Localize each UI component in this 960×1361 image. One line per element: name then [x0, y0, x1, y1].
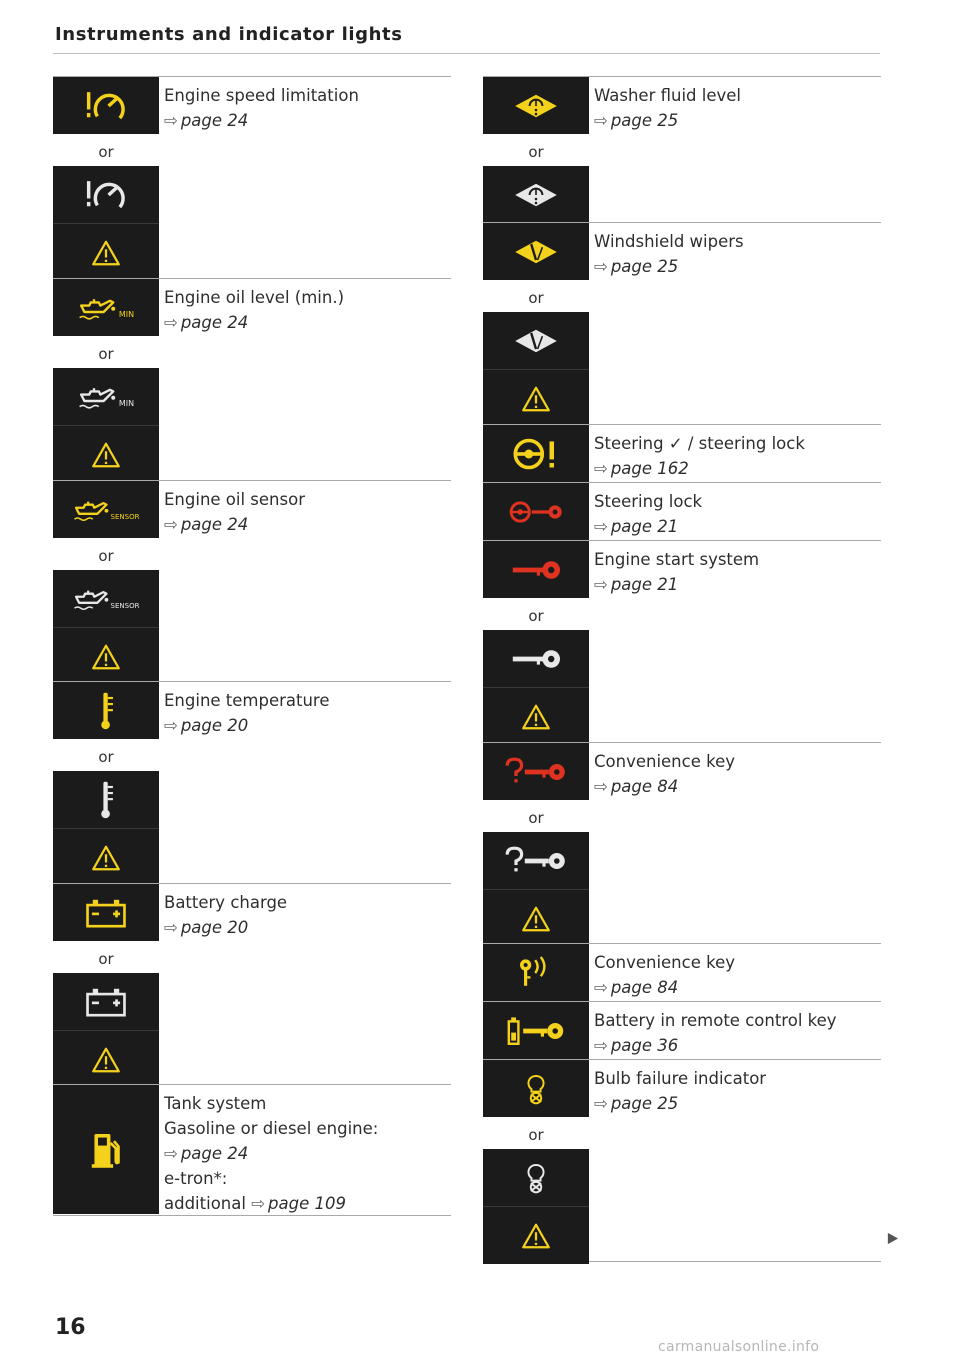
footer-watermark: carmanualsonline.info — [658, 1339, 820, 1355]
warning-triangle-icon — [91, 1046, 121, 1074]
warning-triangle-icon — [91, 844, 121, 872]
indicator-tile — [483, 832, 589, 889]
indicator-tile — [53, 166, 159, 223]
entry-title: Tank system — [164, 1094, 267, 1113]
warning-triangle-icon — [521, 1222, 551, 1250]
entry-convenience-key-radio — [483, 943, 881, 1001]
indicator-tile — [483, 223, 589, 280]
indicator-tile — [53, 368, 159, 425]
windshield-wiper-icon — [512, 325, 560, 357]
page-reference-link[interactable]: ⇨ page 24 — [164, 515, 249, 534]
indicator-tile — [483, 687, 589, 745]
warning-triangle-icon — [521, 703, 551, 731]
oil-min-icon-label: MIN — [118, 399, 135, 408]
engine-speed-limit-icon — [80, 86, 132, 126]
indicator-tile — [53, 279, 159, 336]
entry-title: Convenience key — [594, 953, 735, 972]
indicator-tile — [53, 223, 159, 281]
page-reference-link[interactable]: ⇨ page 25 — [594, 111, 679, 130]
indicator-tile — [483, 541, 589, 598]
page-reference-link[interactable]: ⇨ page 20 — [164, 716, 249, 735]
indicator-tile — [483, 312, 589, 369]
page-reference-link[interactable]: ⇨ page 84 — [594, 978, 679, 997]
indicator-tile — [483, 483, 589, 540]
steering-lock-key-icon — [507, 495, 565, 529]
engine-speed-limit-icon — [80, 175, 132, 215]
key-radio-signal-icon — [516, 955, 556, 991]
page-reference-link[interactable]: ⇨ page 25 — [594, 1094, 679, 1113]
indicator-tile — [53, 627, 159, 685]
entry-title: Bulb failure indicator — [594, 1069, 767, 1088]
warning-triangle-icon — [521, 905, 551, 933]
oil-sensor-icon-label: SENSOR — [110, 512, 140, 521]
or-label: or — [98, 748, 114, 766]
bulb-failure-icon — [523, 1071, 549, 1107]
entry-title: Engine start system — [594, 550, 760, 569]
oil-can-icon — [78, 384, 118, 410]
indicator-tile — [53, 1030, 159, 1088]
entry-engine-speed-limitation — [53, 76, 451, 278]
or-label: or — [98, 950, 114, 968]
page-number: 16 — [55, 1315, 86, 1340]
arrow-right-icon: ⇨ — [594, 777, 608, 796]
indicator-list-right — [483, 76, 881, 1262]
warning-triangle-icon — [521, 385, 551, 413]
entry-tank-system — [53, 1084, 451, 1216]
indicator-tile — [483, 1002, 589, 1059]
arrow-right-icon: ⇨ — [164, 1144, 178, 1163]
indicator-tile — [483, 166, 589, 223]
entry-engine-oil-level — [53, 278, 451, 480]
oil-can-icon — [78, 295, 118, 321]
indicator-tile — [483, 1206, 589, 1264]
arrow-right-icon: ⇨ — [594, 575, 608, 594]
entry-convenience-key — [483, 742, 881, 943]
indicator-tile — [483, 743, 589, 800]
oil-min-icon-label: MIN — [118, 310, 135, 319]
entry-subtext: additional ⇨ page 109 — [164, 1194, 346, 1213]
indicator-tile — [53, 682, 159, 739]
entry-windshield-wipers — [483, 222, 881, 424]
indicator-list-left — [53, 76, 451, 1216]
oil-sensor-icon-label: SENSOR — [110, 601, 140, 610]
entry-engine-temperature — [53, 681, 451, 883]
indicator-tile — [483, 1060, 589, 1117]
indicator-tile — [483, 944, 589, 1001]
arrow-right-icon: ⇨ — [594, 257, 608, 276]
entry-battery-charge — [53, 883, 451, 1084]
indicator-tile — [483, 425, 589, 482]
page-reference-link[interactable]: ⇨ page 24 — [164, 111, 249, 130]
entry-engine-start-system — [483, 540, 881, 742]
entry-title: Washer fluid level — [594, 86, 741, 105]
oil-can-icon — [73, 587, 111, 611]
page-reference-link[interactable]: ⇨ page 20 — [164, 918, 249, 937]
arrow-right-icon: ⇨ — [594, 1036, 608, 1055]
indicator-tile — [53, 481, 159, 538]
entry-subtext: e-tron*: — [164, 1169, 228, 1188]
steering-wheel-warning-icon — [509, 436, 563, 472]
indicator-tile — [53, 828, 159, 886]
arrow-right-icon: ⇨ — [594, 459, 608, 478]
windshield-wiper-icon — [512, 236, 560, 268]
arrow-right-icon: ⇨ — [594, 1094, 608, 1113]
question-key-icon — [504, 754, 568, 790]
page-reference-link[interactable]: ⇨ page 84 — [594, 777, 679, 796]
entry-title: Engine oil level (min.) — [164, 288, 345, 307]
or-label: or — [98, 345, 114, 363]
or-label: or — [528, 1126, 544, 1144]
indicator-tile — [483, 77, 589, 134]
entry-steering — [483, 424, 881, 482]
washer-fluid-icon — [512, 90, 560, 122]
indicator-tile — [53, 973, 159, 1030]
entry-title: Battery charge — [164, 893, 288, 912]
arrow-right-icon: ⇨ — [164, 313, 178, 332]
entry-title: Engine speed limitation — [164, 86, 359, 105]
washer-fluid-icon — [512, 179, 560, 211]
page-reference-link[interactable]: ⇨ page 36 — [594, 1036, 679, 1055]
indicator-tile — [53, 570, 159, 627]
or-label: or — [98, 547, 114, 565]
entry-title: Battery in remote control key — [594, 1011, 837, 1030]
arrow-right-icon: ⇨ — [251, 1194, 266, 1213]
key-battery-icon — [504, 1013, 568, 1049]
page-reference-link[interactable]: ⇨ page 162 — [594, 459, 689, 478]
battery-icon — [84, 986, 128, 1018]
thermometer-icon — [93, 778, 119, 822]
entry-title: Convenience key — [594, 752, 735, 771]
page-header-title: Instruments and indicator lights — [55, 24, 403, 45]
page-reference-link[interactable]: ⇨ page 24 — [164, 313, 249, 332]
entry-remote-key-battery — [483, 1001, 881, 1059]
or-label: or — [528, 143, 544, 161]
entry-title: Steering ✓ / steering lock — [594, 434, 805, 453]
indicator-tile — [53, 771, 159, 828]
entry-engine-oil-sensor — [53, 480, 451, 681]
or-label: or — [528, 289, 544, 307]
bulb-failure-icon — [523, 1160, 549, 1196]
entry-title: Windshield wipers — [594, 232, 744, 251]
entry-title: Steering lock — [594, 492, 703, 511]
indicator-tile — [483, 1149, 589, 1206]
thermometer-icon — [93, 689, 119, 733]
page-reference-link[interactable]: ⇨ page 21 — [594, 517, 679, 536]
or-label: or — [528, 607, 544, 625]
indicator-tile — [53, 1085, 159, 1214]
arrow-right-icon: ⇨ — [594, 517, 608, 536]
oil-can-icon — [73, 498, 111, 522]
arrow-right-icon: ⇨ — [594, 978, 608, 997]
entry-steering-lock — [483, 482, 881, 540]
arrow-right-icon: ⇨ — [164, 918, 178, 937]
indicator-tile — [53, 425, 159, 483]
indicator-tile — [483, 889, 589, 947]
key-icon — [508, 643, 564, 675]
indicator-tile — [483, 369, 589, 427]
arrow-right-icon: ⇨ — [164, 111, 178, 130]
page-reference-link[interactable]: page 109 — [268, 1194, 346, 1213]
key-icon — [508, 554, 564, 586]
arrow-right-icon: ⇨ — [164, 716, 178, 735]
entry-title: Engine temperature — [164, 691, 330, 710]
entry-bulb-failure-indicator — [483, 1059, 881, 1262]
arrow-right-icon: ⇨ — [164, 515, 178, 534]
arrow-right-icon: ⇨ — [594, 111, 608, 130]
indicator-tile — [53, 77, 159, 134]
entry-subtext: Gasoline or diesel engine: — [164, 1119, 379, 1138]
indicator-tile — [483, 630, 589, 687]
or-label: or — [98, 143, 114, 161]
entry-title: Engine oil sensor — [164, 490, 305, 509]
warning-triangle-icon — [91, 441, 121, 469]
entry-washer-fluid-level — [483, 76, 881, 222]
continue-next-page-icon — [886, 1232, 899, 1245]
page-reference-link[interactable]: ⇨ page 24 — [164, 1144, 249, 1163]
fuel-pump-icon — [90, 1128, 122, 1172]
page-reference-link[interactable]: ⇨ page 25 — [594, 257, 679, 276]
indicator-tile — [53, 884, 159, 941]
question-key-icon — [504, 843, 568, 879]
battery-icon — [84, 897, 128, 929]
warning-triangle-icon — [91, 643, 121, 671]
page-reference-link[interactable]: ⇨ page 21 — [594, 575, 679, 594]
or-label: or — [528, 809, 544, 827]
warning-triangle-icon — [91, 239, 121, 267]
header-divider — [53, 53, 880, 54]
